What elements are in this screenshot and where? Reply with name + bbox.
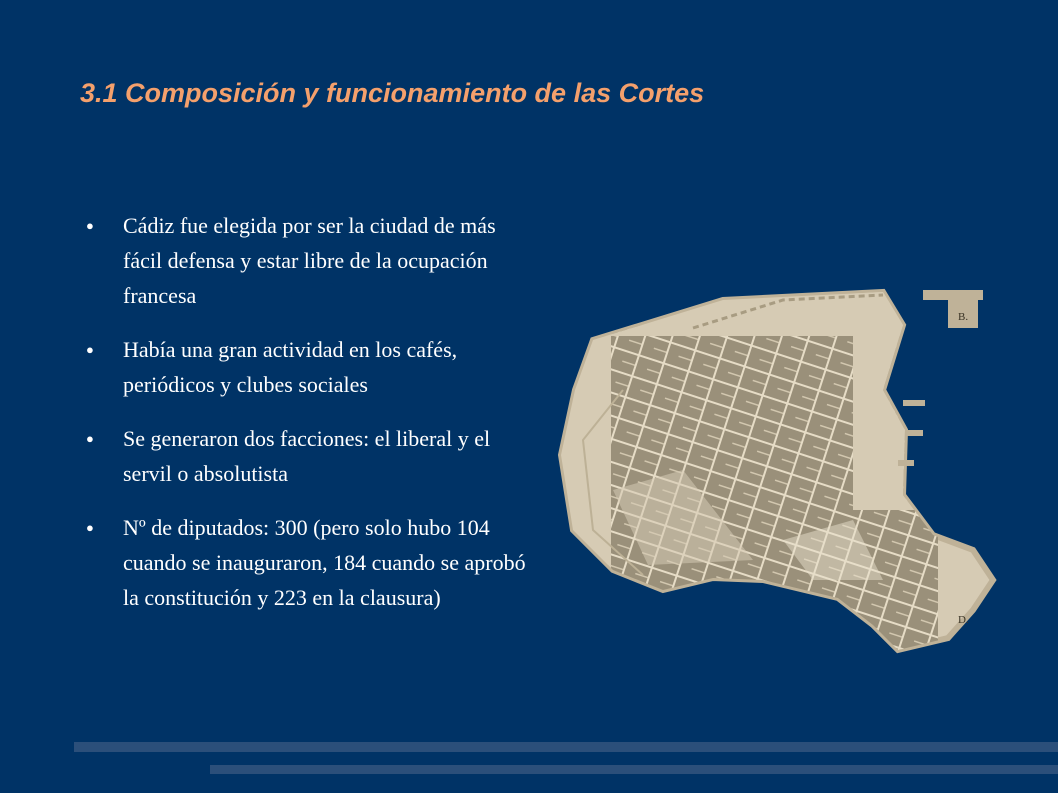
bullet-dot-icon: ● [86,520,94,535]
map-label-b: B. [958,311,969,323]
bullet-text: Cádiz fue elegida por ser la ciudad de más fácil defensa y estar libre de la ocupación francesa [123,213,496,308]
cadiz-city-map [553,280,999,660]
footer-bar-lower [210,765,1058,774]
bullet-text: Había una gran actividad en los cafés, periódicos y clubes sociales [123,337,458,397]
bullet-dot-icon: ● [86,342,94,357]
bullet-text: Nº de diputados: 300 (pero solo hubo 104 cuando se inauguraron, 184 cuando se aprobó la constitución y 223 en la clausura) [123,515,526,610]
map-docks [898,290,983,466]
footer-bar [74,742,1058,752]
bullet-dot-icon: ● [86,431,94,446]
map-street-grid [553,280,999,660]
slide-title: 3.1 Composición y funcionamiento de las Cortes [80,78,705,108]
bullet-item [86,208,536,313]
bullet-item [86,421,536,491]
map-label-d: D. [958,614,969,626]
bullet-dot-icon: ● [86,218,94,233]
bullet-item [86,332,536,402]
bullet-item [86,510,536,615]
bullet-list [86,208,536,634]
bullet-text: Se generaron dos facciones: el liberal y el servil o absolutista [123,426,491,486]
